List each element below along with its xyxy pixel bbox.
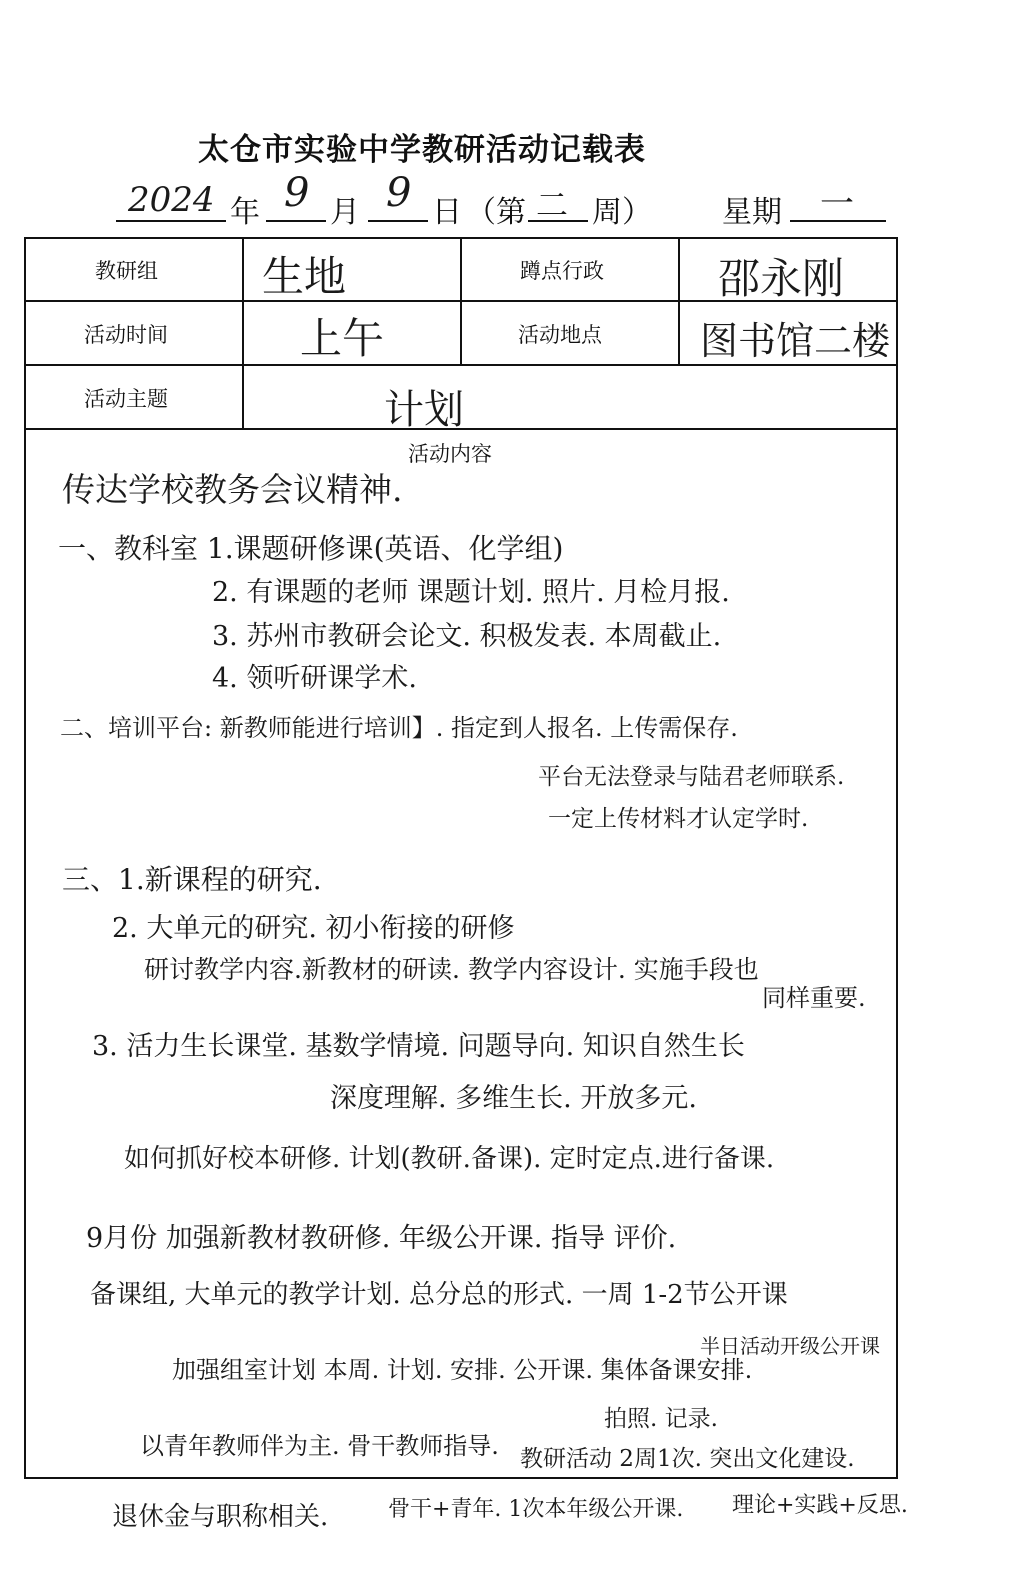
date-week: 二	[536, 186, 569, 224]
content-line: 研讨教学内容.新教材的研读. 教学内容设计. 实施手段也	[144, 955, 759, 984]
content-line: 同样重要.	[762, 984, 866, 1012]
content-line: 如何抓好校本研修. 计划(教研.备课). 定时定点.进行备课.	[124, 1144, 775, 1174]
date-day-label: 日	[432, 195, 462, 230]
content-line: 2. 大单元的研究. 初小衔接的研修	[112, 913, 515, 944]
content-line: 深度理解. 多维生长. 开放多元.	[330, 1083, 697, 1114]
date-weekday: 一	[820, 184, 854, 224]
content-line: 教研活动 2周1次. 突出文化建设.	[520, 1446, 855, 1472]
time-label: 活动时间	[84, 323, 168, 347]
content-line: 3. 活力生长课堂. 基数学情境. 问题导向. 知识自然生长	[92, 1031, 745, 1062]
content-line: 拍照. 记录.	[604, 1406, 718, 1432]
content-line: 2. 有课题的老师 课题计划. 照片. 月检月报.	[212, 577, 730, 608]
content-label: 活动内容	[408, 442, 492, 466]
admin-label: 蹲点行政	[520, 259, 604, 283]
place-label: 活动地点	[518, 323, 602, 347]
content-line: 加强组室计划 本周. 计划. 安排. 公开课. 集体备课安排.	[172, 1356, 753, 1384]
page-title: 太仓市实验中学教研活动记载表	[198, 132, 646, 168]
topic-label: 活动主题	[84, 387, 168, 411]
date-year-label: 年	[230, 195, 260, 230]
group-label: 教研组	[95, 259, 158, 283]
admin-value: 邵永刚	[718, 254, 845, 303]
content-line: 三、1.新课程的研究.	[62, 863, 322, 896]
weekday-label: 星期	[722, 195, 782, 230]
date-month-label: 月	[330, 195, 360, 230]
content-line: 4. 领听研课学术.	[212, 663, 417, 694]
content-line: 一定上传材料才认定学时.	[548, 806, 809, 832]
content-line: 3. 苏州市教研会论文. 积极发表. 本周截止.	[212, 621, 722, 652]
content-line: 9月份 加强新教材教研修. 年级公开课. 指导 评价.	[86, 1223, 677, 1254]
footer-note-left: 退休金与职称相关.	[112, 1502, 329, 1532]
date-year: 2024	[128, 180, 215, 220]
topic-value: 计划	[384, 387, 464, 433]
content-line: 一、教科室 1.课题研修课(英语、化学组)	[58, 532, 564, 565]
week-open: （第	[466, 195, 526, 230]
content-line: 二、培训平台: 新教师能进行培训】. 指定到人报名. 上传需保存.	[60, 714, 738, 742]
content-line: 半日活动开级公开课	[700, 1334, 880, 1358]
footer-note-right: 理论+实践+反思.	[732, 1493, 908, 1518]
content-line: 以青年教师伴为主. 骨干教师指导.	[140, 1432, 499, 1460]
date-month: 9	[284, 170, 310, 216]
place-value: 图书馆二楼	[700, 319, 891, 363]
footer-note-middle: 骨干+青年. 1次本年级公开课.	[388, 1497, 684, 1522]
date-day: 9	[386, 170, 412, 216]
content-line: 平台无法登录与陆君老师联系.	[538, 764, 845, 790]
group-value: 生地	[262, 252, 347, 301]
content-line: 备课组, 大单元的教学计划. 总分总的形式. 一周 1-2节公开课	[90, 1280, 788, 1310]
time-value: 上午	[300, 314, 385, 363]
content-line: 传达学校教务会议精神.	[62, 470, 403, 509]
week-close: 周）	[592, 195, 652, 230]
